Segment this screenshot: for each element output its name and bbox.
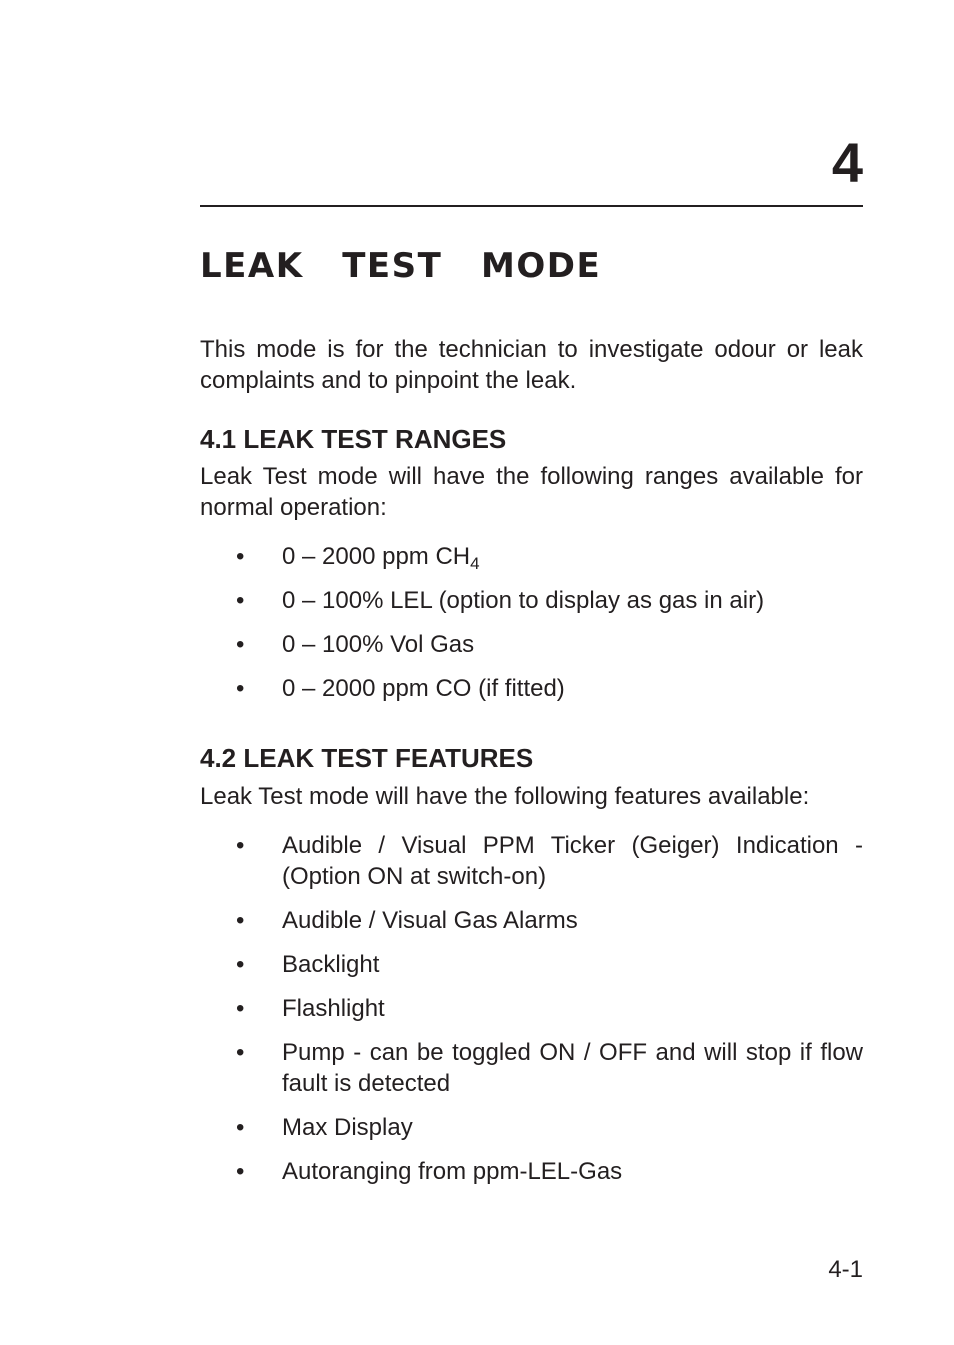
subscript: 4: [470, 554, 480, 573]
section-4-1-lead: Leak Test mode will have the following ranges available for normal operation:: [200, 463, 863, 521]
list-item: [200, 1112, 863, 1143]
page-number: 4-1: [828, 1256, 863, 1283]
feature-item-text: Audible / Visual PPM Ticker (Geiger) Indication - (Option ON at switch-on): [282, 832, 863, 890]
list-item: [200, 585, 863, 616]
bullet: •: [236, 1158, 245, 1185]
range-item-text: 0 – 2000 ppm CO (if fitted): [282, 675, 565, 702]
section-4-1-heading: 4.1 LEAK TEST RANGES: [200, 424, 507, 454]
feature-item-text: Flashlight: [282, 995, 385, 1022]
intro-paragraph: This mode is for the technician to investigate odour or leak complaints and to pinpoint the leak.: [200, 336, 863, 394]
chapter-rule: [200, 205, 863, 207]
list-item: [200, 993, 863, 1024]
bullet: •: [236, 543, 245, 570]
range-item-text: 0 – 100% Vol Gas: [282, 631, 475, 658]
chapter-number: 4: [831, 131, 863, 194]
bullet: •: [236, 1114, 245, 1141]
bullet: •: [236, 587, 245, 614]
bullet: •: [236, 675, 245, 702]
list-item: [200, 1156, 863, 1187]
list-item: [200, 949, 863, 980]
range-item-text: 0 – 100% LEL (option to display as gas in air): [282, 587, 765, 614]
feature-item-text: Audible / Visual Gas Alarms: [282, 907, 578, 934]
range-item-text: 0 – 2000 ppm CH: [282, 543, 471, 570]
feature-item-text: Max Display: [282, 1114, 413, 1141]
list-item: [200, 1037, 863, 1099]
list-item: [200, 830, 863, 892]
bullet: •: [236, 907, 245, 934]
feature-item-text: Pump - can be toggled ON / OFF and will stop if flow fault is detected: [282, 1039, 863, 1097]
ranges-list: [200, 541, 863, 704]
list-item: [200, 673, 863, 704]
feature-item-text: Backlight: [282, 951, 380, 978]
section-4-2-heading: 4.2 LEAK TEST FEATURES: [200, 743, 534, 773]
bullet: •: [236, 631, 245, 658]
features-list: [200, 830, 863, 1187]
bullet: •: [236, 1039, 245, 1066]
chapter-title: LEAK TEST MODE: [200, 246, 602, 286]
feature-item-text: Autoranging from ppm-LEL-Gas: [282, 1158, 623, 1185]
list-item: [200, 629, 863, 660]
list-item: [200, 905, 863, 936]
bullet: •: [236, 832, 245, 859]
list-item: [200, 541, 863, 572]
bullet: •: [236, 995, 245, 1022]
bullet: •: [236, 951, 245, 978]
section-4-2-lead: Leak Test mode will have the following features available:: [200, 783, 810, 810]
